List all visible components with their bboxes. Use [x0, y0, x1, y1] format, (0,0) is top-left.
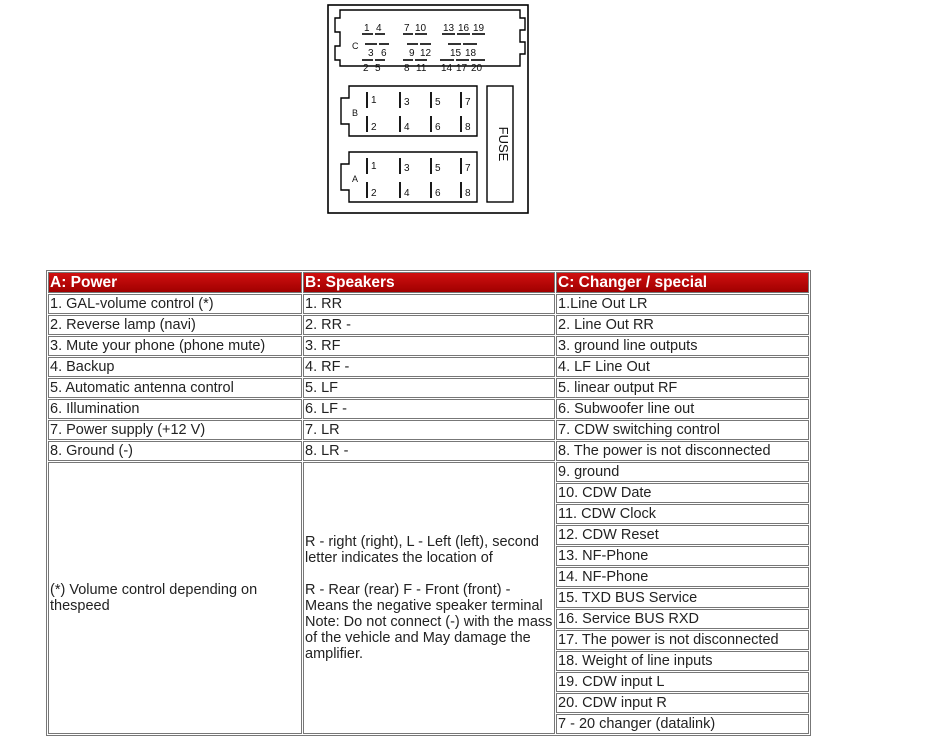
speaker-pin-6: 6. LF -	[303, 399, 555, 419]
table-row	[48, 315, 809, 335]
changer-pin-14: 14. NF-Phone	[556, 567, 809, 587]
changer-pin-1: 1.Line Out LR	[556, 294, 809, 314]
table-row	[48, 294, 809, 314]
pin-number: 8	[465, 188, 471, 199]
pin-number: 7	[465, 163, 471, 174]
changer-pin-3: 3. ground line outputs	[556, 336, 809, 356]
header-power: A: Power	[48, 272, 302, 293]
pin-number: 16	[458, 23, 470, 34]
pin-number: 6	[435, 122, 441, 133]
pin-number: 4	[376, 23, 382, 34]
changer-pin-6: 6. Subwoofer line out	[556, 399, 809, 419]
changer-pin-10: 10. CDW Date	[556, 483, 809, 503]
fuse-label: FUSE	[496, 126, 511, 162]
pin-number: 5	[375, 63, 381, 74]
pin-number: 4	[404, 188, 410, 199]
changer-pin-17: 17. The power is not disconnected	[556, 630, 809, 650]
section-b-letter: B	[352, 108, 359, 118]
changer-pin-9: 9. ground	[556, 462, 809, 482]
pin-number: 9	[409, 48, 415, 59]
changer-pin-5: 5. linear output RF	[556, 378, 809, 398]
changer-pin-18: 18. Weight of line inputs	[556, 651, 809, 671]
speaker-note-line-1: R - right (right), L - Left (left), second letter indicates the location of	[305, 534, 539, 566]
table-row	[48, 420, 809, 440]
pin-number: 3	[368, 48, 374, 59]
pin-number: 2	[371, 122, 377, 133]
pin-number: 11	[416, 63, 427, 74]
power-pin-2: 2. Reverse lamp (navi)	[48, 315, 302, 335]
speaker-pin-7: 7. LR	[303, 420, 555, 440]
table-row	[48, 357, 809, 377]
pin-number: 20	[471, 63, 483, 74]
pin-number: 7	[404, 23, 410, 34]
changer-pin-4: 4. LF Line Out	[556, 357, 809, 377]
speaker-pin-1: 1. RR	[303, 294, 555, 314]
table-row	[48, 399, 809, 419]
section-c-letter: C	[352, 41, 359, 51]
pin-number: 19	[473, 23, 485, 34]
pin-number: 8	[465, 122, 471, 133]
pin-number: 6	[435, 188, 441, 199]
pin-number: 13	[443, 23, 455, 34]
changer-pin-2: 2. Line Out RR	[556, 315, 809, 335]
speaker-pin-4: 4. RF -	[303, 357, 555, 377]
table-row	[48, 441, 809, 461]
section-a-letter: A	[352, 174, 359, 184]
pin-number: 8	[404, 63, 410, 74]
header-changer: C: Changer / special	[556, 272, 809, 293]
connector-drawing	[327, 4, 531, 216]
speaker-pin-8: 8. LR -	[303, 441, 555, 461]
power-pin-1: 1. GAL-volume control (*)	[48, 294, 302, 314]
pin-number: 4	[404, 122, 410, 133]
pin-number: 2	[363, 63, 369, 74]
pin-number: 5	[435, 163, 441, 174]
changer-pin-8: 8. The power is not disconnected	[556, 441, 809, 461]
speaker-pin-2: 2. RR -	[303, 315, 555, 335]
power-pin-7: 7. Power supply (+12 V)	[48, 420, 302, 440]
power-pin-4: 4. Backup	[48, 357, 302, 377]
pin-number: 3	[404, 97, 410, 108]
changer-pin-16: 16. Service BUS RXD	[556, 609, 809, 629]
pin-number: 18	[465, 48, 477, 59]
table-row	[48, 462, 809, 482]
changer-pin-15: 15. TXD BUS Service	[556, 588, 809, 608]
power-pin-6: 6. Illumination	[48, 399, 302, 419]
header-speakers: B: Speakers	[303, 272, 555, 293]
pin-number: 15	[450, 48, 462, 59]
speaker-note-line-2: R - Rear (rear) F - Front (front) - Means the negative speaker terminal Note: Do not connect (-) with the mass of the vehicle and May damage the amplifier.	[305, 582, 553, 662]
pin-number: 14	[441, 63, 453, 74]
pin-number: 12	[420, 48, 432, 59]
changer-pin-11: 11. CDW Clock	[556, 504, 809, 524]
table-row	[48, 336, 809, 356]
pin-number: 1	[371, 161, 377, 172]
pin-number: 1	[364, 23, 370, 34]
power-pin-8: 8. Ground (-)	[48, 441, 302, 461]
changer-pin-12: 12. CDW Reset	[556, 525, 809, 545]
power-pin-3: 3. Mute your phone (phone mute)	[48, 336, 302, 356]
pin-number: 6	[381, 48, 387, 59]
changer-pin-13: 13. NF-Phone	[556, 546, 809, 566]
pin-number: 17	[456, 63, 468, 74]
changer-pin-7: 7. CDW switching control	[556, 420, 809, 440]
connector-diagram	[327, 4, 531, 221]
pin-number: 5	[435, 97, 441, 108]
pin-number: 7	[465, 97, 471, 108]
table-header-row	[48, 272, 809, 293]
changer-pin-19: 19. CDW input L	[556, 672, 809, 692]
pinout-table	[46, 270, 811, 736]
changer-pin-20: 20. CDW input R	[556, 693, 809, 713]
changer-datalink-note: 7 - 20 changer (datalink)	[556, 714, 809, 734]
pin-number: 2	[371, 188, 377, 199]
power-note: (*) Volume control depending on thespeed	[48, 462, 302, 734]
pin-number: 1	[371, 95, 377, 106]
pin-number: 10	[415, 23, 427, 34]
speaker-pin-5: 5. LF	[303, 378, 555, 398]
table-row	[48, 378, 809, 398]
pin-number: 3	[404, 163, 410, 174]
speaker-pin-3: 3. RF	[303, 336, 555, 356]
power-pin-5: 5. Automatic antenna control	[48, 378, 302, 398]
speaker-note	[303, 462, 555, 734]
